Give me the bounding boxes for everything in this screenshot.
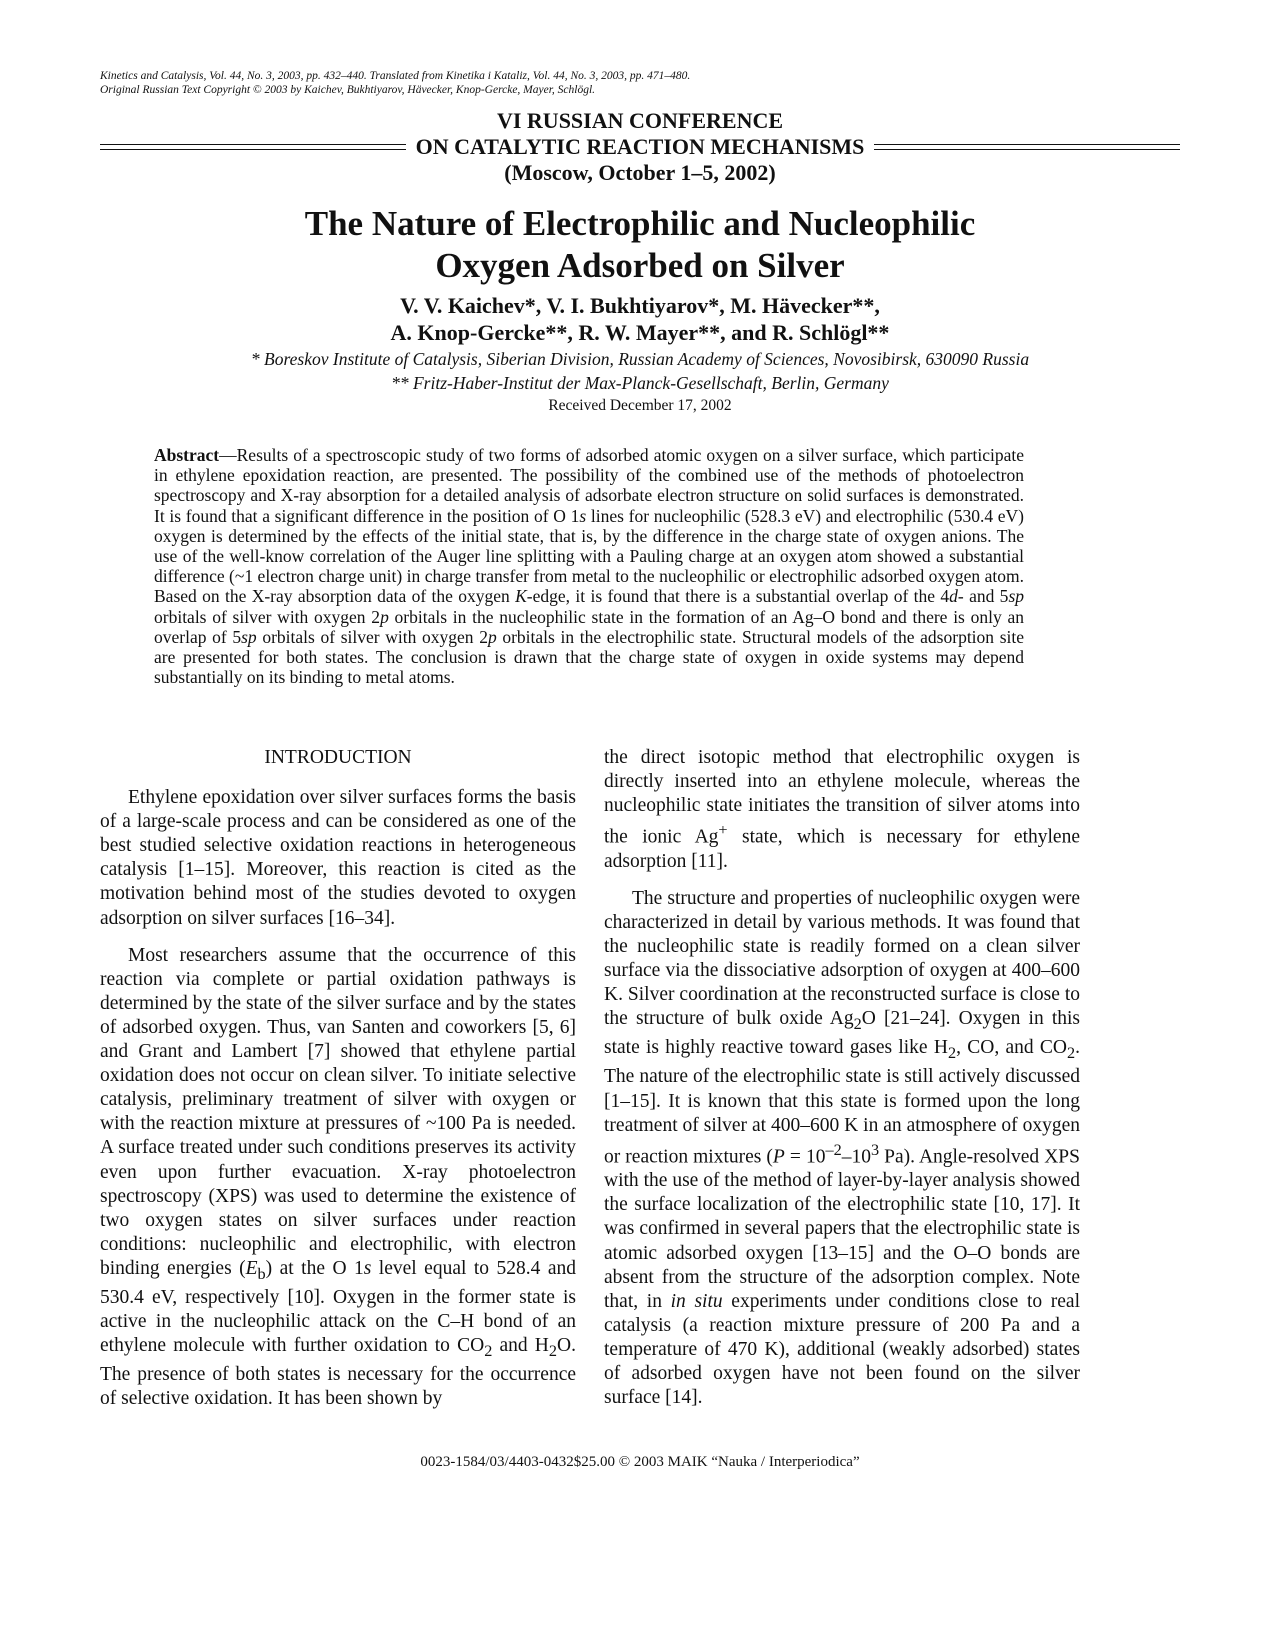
abstract-text: orbitals in the electrophilic state. Structural models of the adsorption site are presented for both states. The conclusion is drawn that the charge state of oxygen in oxide systems may depend substantially on its binding to metal atoms.	[154, 626, 1024, 688]
abstract-text: orbitals of silver with oxygen 2	[154, 606, 381, 627]
paragraph	[604, 746, 1080, 874]
text-run: level equal to 528.4 and 530.4 eV, respectively [10]. Oxygen in the former state is active in the nucleophilic attack on the C–H bond of an ethylene molecule with further oxidation to CO	[100, 1257, 576, 1357]
text-subscript: 2	[853, 1015, 862, 1034]
paragraph	[100, 944, 576, 1412]
text-subscript: 2	[548, 1341, 558, 1360]
abstract	[154, 445, 1024, 687]
received-date: Received December 17, 2002	[548, 397, 732, 414]
affiliations	[100, 347, 1180, 395]
text-subscript: 2	[484, 1341, 493, 1360]
conference-line-3: (Moscow, October 1–5, 2002)	[504, 160, 776, 185]
text-run: O. The presence of both states is necessary for the occurrence of selective oxidation. It has been shown by	[100, 1335, 576, 1410]
author-list	[100, 292, 1180, 346]
text-run: , CO, and CO	[956, 1037, 1067, 1059]
text-italic: E	[245, 1257, 258, 1279]
citation-line-1: Kinetics and Catalysis, Vol. 44, No. 3, 2003, pp. 432–440. Translated from Kinetika i Kataliz, Vol. 44, No. 3, 2003, pp. 471–480.	[100, 70, 691, 82]
section-heading-introduction: INTRODUCTION	[264, 747, 412, 768]
text-run: = 10	[784, 1146, 826, 1168]
abstract-text: orbitals of silver with oxygen 2	[256, 626, 488, 647]
affiliation-1: * Boreskov Institute of Catalysis, Siberian Division, Russian Academy of Sciences, Novosibirsk, 630090 Russia	[250, 349, 1030, 369]
abstract-italic: p	[380, 606, 389, 627]
abstract-italic: sp	[241, 626, 257, 647]
abstract-italic: p	[487, 626, 497, 647]
conference-banner	[100, 108, 1180, 186]
text-subscript: 2	[947, 1044, 957, 1063]
abstract-text: lines for nucleophilic (528.3 eV) and electrophilic (530.4 eV) oxygen is determined by the effects of the initial state, that is, by the difference in the charge state of oxygen anions. The use of the well-know correlation of the Auger line splitting with a Pauling charge at an oxygen atom showed a substantial difference (~1 electron charge unit) in charge transfer from metal to the nucleophilic or electrophilic adsorbed oxygen atom. Based on the X-ray absorption data of the oxygen	[154, 505, 1024, 607]
text-superscript: –2	[825, 1140, 842, 1159]
text-superscript: 3	[870, 1140, 880, 1159]
left-double-rule	[100, 144, 406, 150]
conference-line-1: VI RUSSIAN CONFERENCE	[496, 108, 784, 133]
text-run: experiments under conditions close to real catalysis (a reaction mixture pressure of 200 Pa and a temperature of 470 K), additional (weakly adsorbed) states of adsorbed oxygen have not been found on the silver surface [14].	[604, 1290, 1080, 1409]
text-run: . The nature of the electrophilic state is still actively discussed [1–15]. It is known that this state is formed upon the long treatment of silver at 400–600 K in an atmosphere of oxygen or reaction mixtures (	[604, 1037, 1080, 1168]
text-superscript: +	[718, 821, 728, 840]
article-title	[100, 203, 1180, 287]
conference-line-2-row	[100, 134, 1180, 160]
text-run: ) at the O 1	[265, 1257, 364, 1279]
abstract-text: Results of a spectroscopic study of two forms of adsorbed atomic oxygen on a silver surface, which participate in ethylene epoxidation reaction, are presented. The possibility of the combined use of the methods of photoelectron spectroscopy and X-ray absorption for a detailed analysis of adsorbate electron structure on solid surfaces is demonstrated. It is found that a significant difference in the position of O 1	[154, 445, 1024, 526]
text-run: Pa). Angle-resolved XPS with the use of the method of layer-by-layer analysis showed the surface localization of the electrophilic state [10, 17]. It was confirmed in several papers that the electrophilic state is atomic adsorbed oxygen [13–15] and the O–O bonds are absent from the structure of the adsorption complex. Note that, in	[604, 1146, 1080, 1312]
affiliation-2: ** Fritz-Haber-Institut der Max-Planck-Gesellschaft, Berlin, Germany	[391, 373, 889, 393]
text-run: –10	[841, 1146, 871, 1168]
text-run: The structure and properties of nucleophilic oxygen were characterized in detail by various methods. It was found that the nucleophilic state is readily formed on a clean silver surface via the dissociative adsorption of oxygen at 400–600 K. Silver coordination at the reconstructed surface is close to the structure of bulk oxide Ag	[604, 887, 1080, 1030]
paragraph: Ethylene epoxidation over silver surfaces forms the basis of a large-scale process and can be considered as one of the best studied selective oxidation reactions in heterogeneous catalysis [1–15]. Moreover, this reaction is cited as the motivation behind most of the studies devoted to oxygen adsorption on silver surfaces [16–34].	[100, 787, 576, 929]
text-run: and H	[492, 1335, 549, 1357]
abstract-italic: d	[949, 586, 958, 607]
authors-line-2: A. Knop-Gercke**, R. W. Mayer**, and R. Schlögl**	[390, 320, 890, 345]
abstract-text: - and 5	[957, 586, 1009, 607]
text-run: Most researchers assume that the occurrence of this reaction via complete or partial oxidation pathways is determined by the state of the silver surface and by the states of adsorbed oxygen. Thus, van Santen and coworkers [5, 6] and Grant and Lambert [7] showed that ethylene partial oxidation does not occur on clean silver. To initiate selective catalysis, preliminary treatment of silver with oxygen or with the reaction mixture at pressures of ~100 Pa is needed. A surface treated under such conditions preserves its activity even upon further evacuation. X-ray photoelectron spectroscopy (XPS) was used to determine the existence of two oxygen states on silver surfaces under reaction conditions: nucleophilic and electrophilic, with electron binding energies (	[100, 944, 576, 1279]
journal-citation	[100, 69, 1100, 97]
text-subscript: 2	[1067, 1044, 1076, 1063]
text-run: O [21–24]. Oxygen in this state is highly reactive toward gases like H	[604, 1008, 1080, 1059]
abstract-italic: sp	[1008, 586, 1024, 607]
text-run: state, which is necessary for ethylene adsorption [11].	[604, 826, 1080, 872]
paragraph	[604, 887, 1080, 1410]
conference-line-2: ON CATALYTIC REACTION MECHANISMS	[415, 134, 865, 159]
abstract-label: Abstract	[154, 445, 220, 465]
title-line-2: Oxygen Adsorbed on Silver	[435, 246, 845, 285]
abstract-dash: —	[219, 445, 237, 465]
text-italic: P	[772, 1146, 785, 1168]
right-double-rule	[874, 144, 1180, 150]
text-run: the direct isotopic method that electrophilic oxygen is directly inserted into an ethylene molecule, whereas the nucleophilic state initiates the transition of silver atoms into the ionic Ag	[604, 747, 1080, 848]
text-italic: s	[363, 1257, 372, 1279]
abstract-italic: K	[515, 586, 527, 607]
abstract-italic: s	[579, 505, 587, 526]
title-line-1: The Nature of Electrophilic and Nucleophilic	[304, 204, 976, 243]
abstract-text: -edge, it is found that there is a substantial overlap of the 4	[526, 586, 950, 607]
text-subscript: b	[257, 1264, 266, 1283]
authors-line-1: V. V. Kaichev*, V. I. Bukhtiyarov*, M. Hävecker**,	[400, 293, 880, 318]
left-column	[100, 746, 576, 1411]
copyright-footer: 0023-1584/03/4403-0432$25.00 © 2003 MAIK “Nauka / Interperiodica”	[420, 1454, 860, 1470]
abstract-text: orbitals in the nucleophilic state in the formation of an Ag–O bond and there is only an overlap of 5	[154, 606, 1024, 647]
text-italic: in situ	[670, 1290, 723, 1312]
right-column	[604, 746, 1080, 1410]
citation-line-2: Original Russian Text Copyright © 2003 by Kaichev, Bukhtiyarov, Hävecker, Knop-Gercke, Mayer, Schlögl.	[100, 84, 596, 96]
